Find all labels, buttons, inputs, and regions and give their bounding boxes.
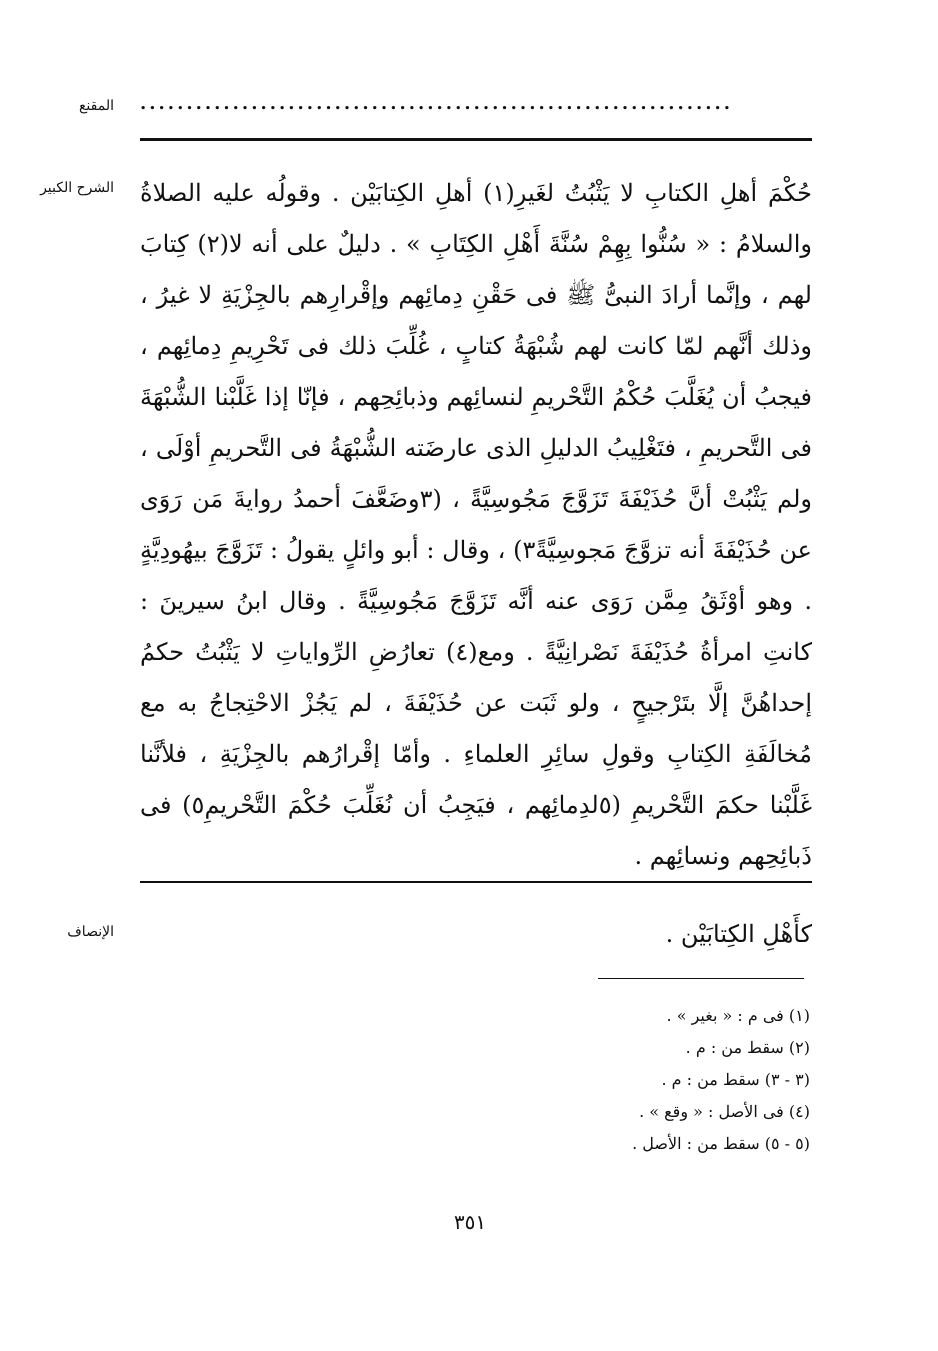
footnote-item: (١) فى م : « بغير » . — [666, 1006, 810, 1025]
header-rule — [140, 138, 812, 141]
header-dotted-line: ................................................................ — [140, 94, 734, 114]
insaf-section-label: الإنصاف — [67, 924, 114, 940]
section-divider — [140, 881, 812, 883]
footnote-item: (٢) سقط من : م . — [685, 1038, 810, 1057]
footnote-item: (٣ - ٣) سقط من : م . — [661, 1070, 810, 1089]
sharh-paragraph: حُكْمَ أهلِ الكتابِ لا يَثْبُتُ لغَيرِ(١) أهلِ الكِتابَيْن . وقولُه عليه الصلاةُ والسلامُ : « سُنُّوا بِهِمْ سُنَّةَ أَهْلِ الكِتَابِ » . دليلٌ على أنه لا(٢) كِتابَ لهم ، وإنَّما أرادَ النبىُّ ﷺ فى حَقْنِ دِمائِهم وإقْرارِهم بالجِزْيَةِ لا غيرُ ، وذلك أنَّهم لمّا كانت لهم شُبْهَةُ كتابٍ ، غُلِّبَ ذلك فى تَحْرِيمِ دِمائِهم ، فيجبُ أن يُغَلَّبَ حُكْمُ التَّحْريمِ لنسائِهم وذبائِحِهم ، فإنّا إذا غَلَّبْنا الشُّبْهَةَ فى التَّحريمِ ، فتَغْلِيبُ الدليلِ الذى عارضَته الشُّبْهَةُ فى التَّحريمِ أوْلَى ، ولم يَثْبُتْ أنَّ حُذَيْفَةَ تَزَوَّجَ مَجُوسِيَّةً ، (٣وضَعَّفَ أحمدُ روايةَ مَن رَوَى عن حُذَيْفَةَ أنه تزوَّجَ مَجوسِيَّةً٣) ، وقال : أبو وائلٍ يقولُ : تَزَوَّجَ بيهُودِيَّةٍ . وهو أوْثَقُ مِمَّن رَوَى عنه أنَّه تَزَوَّجَ مَجُوسِيَّةً . وقال ابنُ سيرينَ : كانتِ امرأةُ حُذَيْفَةَ نَصْرانِيَّةً . ومع(٤) تعارُضِ الرِّواياتِ لا يَثْبُتُ حكمُ إحداهُنَّ إلَّا بتَرْجيحٍ ، ولو ثَبَت عن حُذَيْفَةَ ، لم يَجُزْ الاحْتِجاجُ به مع مُخالَفَةِ الكِتابِ وقولِ سائِرِ العلماءِ . وأمّا إقْرارُهم بالجِزْيَةِ ، فلأنَّنا غَلَّبْنا حكمَ التَّحْريمِ (٥لدِمائِهم ، فيَجِبُ أن نُغَلِّبَ حُكْمَ التَّحْريمِ٥) فى ذَبائِحِهم ونسائِهم . — [140, 179, 813, 870]
sharh-body — [140, 168, 812, 882]
footnote-rule — [598, 978, 804, 979]
insaf-body: كأَهْلِ الكِتابَيْن . — [665, 920, 812, 948]
sharh-section-label: الشرح الكبير — [40, 180, 114, 196]
book-title-label: المقنع — [78, 98, 114, 114]
footnotes — [420, 1000, 810, 1160]
footnote-item: (٤) فى الأصل : « وقع » . — [639, 1102, 810, 1121]
footnote-item: (٥ - ٥) سقط من : الأصل . — [632, 1134, 810, 1153]
page-number: ٣٥١ — [453, 1210, 487, 1234]
